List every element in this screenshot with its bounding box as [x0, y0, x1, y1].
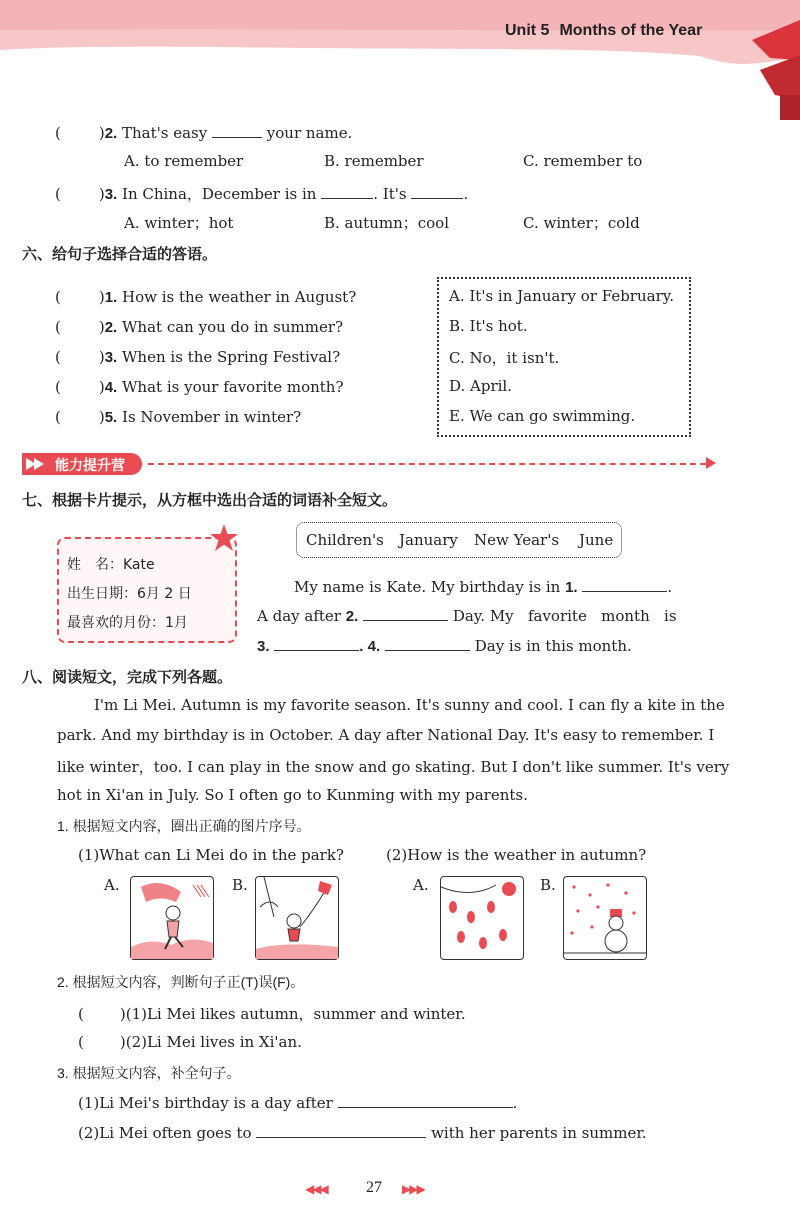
q1-sub-2: (2)How is the weather in autumn? [386, 846, 647, 864]
section-7-title: 七、根据卡片提示，从方框中选出合适的词语补全短文。 [22, 491, 398, 509]
q2-item-2: ( )(2)Li Mei lives in Xi'an. [78, 1033, 302, 1051]
snowman-image [564, 877, 646, 959]
answer-e: E. We can go swimming. [449, 407, 636, 425]
s7-line-3: 3. . 4. Day is in this month. [257, 637, 632, 655]
passage-line-1: I'm Li Mei. Autumn is my favorite season. It's sunny and cool. I can fly a kite in the [94, 696, 725, 714]
passage-line-4: hot in Xi'an in July. So I often go to Kunming with my parents. [57, 786, 528, 804]
arrow-icon [24, 455, 48, 473]
question-2: ( )2. That's easy your name. [55, 124, 353, 142]
q3-item-1: (1)Li Mei's birthday is a day after . [78, 1094, 518, 1112]
s7-line-2: A day after 2. Day. My favorite month is [257, 607, 677, 625]
word-1: Children's [306, 531, 384, 549]
word-3: New Year's [474, 531, 560, 549]
pic-label-1a: A. [104, 876, 120, 894]
answer-b: B. It's hot. [449, 317, 528, 335]
answer-d: D. April. [449, 377, 512, 395]
s6-question-3: ( )3. When is the Spring Festival? [55, 348, 341, 366]
section-8-title: 八、阅读短文，完成下列各题。 [22, 668, 233, 686]
page-number: 27 [366, 1179, 382, 1196]
q3-option-c: C. winter；cold [523, 214, 640, 232]
q3-option-b: B. autumn；cool [324, 214, 449, 232]
section-6-title: 六、给句子选择合适的答语。 [22, 245, 218, 263]
arrow-right-icon [704, 456, 718, 470]
unit-name: Months of the Year [559, 22, 703, 39]
pic-label-2a: A. [413, 876, 429, 894]
answer-box [437, 277, 691, 437]
q2-option-b: B. remember [324, 152, 424, 170]
passage-line-2: park. And my birthday is in October. A day after National Day. It's easy to remember. I [57, 726, 715, 744]
word-4: June [579, 531, 614, 549]
answer-c: C. No，it isn't. [449, 349, 560, 367]
girl-running-image [131, 877, 213, 959]
q3-option-a: A. winter；hot [124, 214, 234, 232]
banner-divider [148, 463, 706, 465]
s6-question-2: ( )2. What can you do in summer? [55, 318, 344, 336]
q2-option-a: A. to remember [124, 152, 244, 170]
picture-snowman[interactable] [563, 876, 647, 960]
next-arrows-icon: ▶▶▶ [402, 1182, 424, 1196]
s6-question-1: ( )1. How is the weather in August? [55, 288, 357, 306]
unit-title [505, 22, 712, 40]
card-favorite-month: 最喜欢的月份：1月 [67, 615, 188, 631]
question-3: ( )3. In China，December is in . It's . [55, 185, 469, 203]
picture-girl-kite[interactable] [255, 876, 339, 960]
s7-line-1: My name is Kate. My birthday is in 1. . [294, 578, 673, 596]
picture-girl-snow[interactable] [130, 876, 214, 960]
star-icon [208, 522, 240, 554]
q1-sub-1: (1)What can Li Mei do in the park? [78, 846, 344, 864]
s6-question-5: ( )5. Is November in winter? [55, 408, 302, 426]
card-birthday: 出生日期：6月 2 日 [67, 586, 192, 602]
q1-title: 1. 根据短文内容，圈出正确的图片序号。 [57, 818, 311, 834]
header-banner [0, 0, 800, 120]
q2-item-1: ( )(1)Li Mei likes autumn，summer and winter. [78, 1005, 466, 1023]
card-name: 姓 名：Kate [67, 557, 155, 573]
unit-number: Unit 5 [505, 22, 550, 39]
pic-label-1b: B. [232, 876, 248, 894]
q3-title: 3. 根据短文内容，补全句子。 [57, 1065, 241, 1081]
leaves-sun-image [441, 877, 523, 959]
s6-question-4: ( )4. What is your favorite month? [55, 378, 344, 396]
girl-kite-image [256, 877, 338, 959]
q2-title: 2. 根据短文内容，判断句子正(T)误(F)。 [57, 974, 305, 990]
picture-autumn-leaves[interactable] [440, 876, 524, 960]
passage-line-3: like winter，too. I can play in the snow and go skating. But I don't like summer. It's very [57, 758, 730, 776]
banner-label: 能力提升营 [55, 458, 125, 474]
q3-item-2: (2)Li Mei often goes to with her parents in summer. [78, 1124, 647, 1142]
word-2: January [399, 531, 458, 549]
answer-a: A. It's in January or February. [449, 287, 674, 305]
prev-arrows-icon: ◀◀◀ [305, 1182, 327, 1196]
q2-option-c: C. remember to [523, 152, 643, 170]
pic-label-2b: B. [540, 876, 556, 894]
